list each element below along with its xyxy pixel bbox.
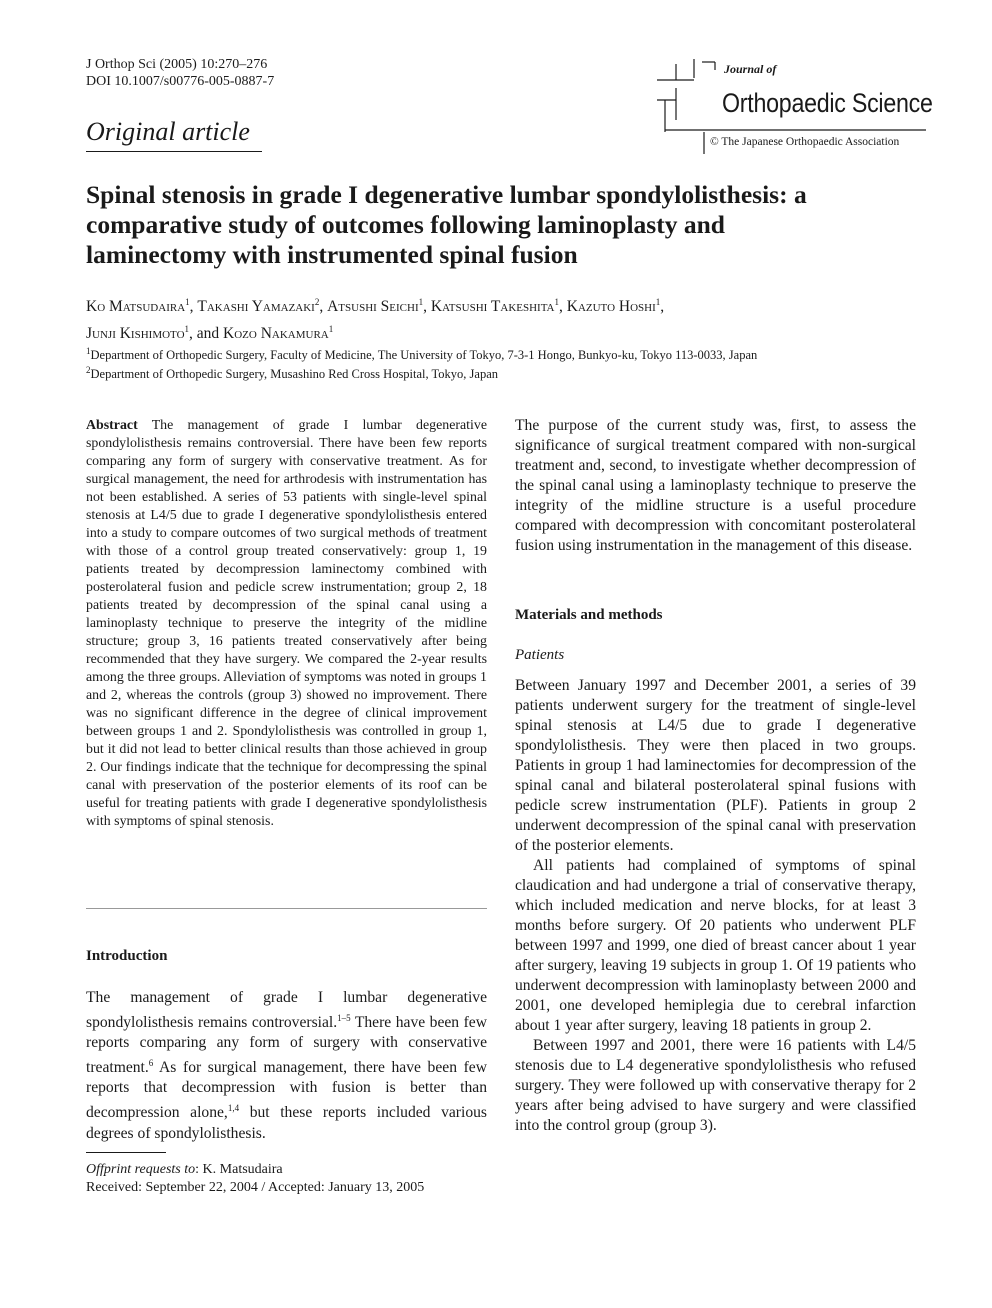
introduction-heading: Introduction <box>86 948 168 964</box>
author-name <box>431 298 559 315</box>
patients-paragraph-3: Between 1997 and 2001, there were 16 patients with L4/5 stenosis due to L4 degenerative spondylolisthesis who refused surgery. They were followed up with conservative therapy for 2 years after being advised to have surgery and were classified into the control group (group 3). <box>515 1037 916 1134</box>
patients-text <box>515 676 916 1136</box>
author-full-name: Kozo Nakamura <box>223 325 329 343</box>
logo-journal-of: Journal of <box>724 62 777 76</box>
patients-paragraph-1: Between January 1997 and December 2001, a series of 39 patients underwent surgery for the treatment of single-level spinal stenosis at L4/5 due to grade I degenerative spondylolisthesis. They were then placed in two groups. Patients in group 1 had laminectomies for decompression of the spinal canal and bilateral posterolateral spinal fusions with pedicle screw instrumentation (PLF). Patients in group 2 underwent decompression of the spinal canal with preservation of the posterior elements. <box>515 677 916 854</box>
author-separator: , <box>660 298 665 316</box>
affiliation-number: 1 <box>86 346 91 356</box>
received-line: Received: September 22, 2004 / Accepted: January 13, 2005 <box>86 1180 425 1195</box>
logo-journal-name: Orthopaedic Science <box>722 88 933 118</box>
affiliation-text: Department of Orthopedic Surgery, Faculty of Medicine, The University of Tokyo, 7-3-1 Hongo, Bunkyo-ku, Tokyo 113-0033, Japan <box>90 348 758 363</box>
purpose-paragraph: The purpose of the current study was, first, to assess the significance of surgical treatment compared with non-surgical treatment and, second, to investigate whether decompression of the spinal canal using a laminoplasty technique to preserve the integrity of the midline structure is a useful procedure compared with decompression with concomitant posterolateral fusion using instrumentation in the management of this disease. <box>515 417 916 554</box>
author-name <box>86 298 190 315</box>
logo-copyright: © The Japanese Orthopaedic Association <box>710 136 900 148</box>
author-separator: , <box>319 298 328 316</box>
abstract-heading: Abstract <box>86 418 138 433</box>
article-title: Spinal stenosis in grade I degenerative lumbar spondylolisthesis: a comparative study of outcomes following laminoplasty and laminectomy with instrumented spinal fusion <box>86 180 807 269</box>
author-full-name: Atsushi Seichi <box>327 298 419 316</box>
offprint-label: Offprint requests to <box>86 1162 196 1177</box>
author-name <box>86 325 189 342</box>
intro-text-segment: There have been few reports comparing any form of surgery with conservative treatment. <box>86 1014 487 1077</box>
author-affiliation-marker: 1 <box>184 324 190 335</box>
author-name <box>567 298 661 315</box>
article-type-underline <box>86 151 262 152</box>
author-name <box>197 298 319 315</box>
abstract-divider <box>86 908 487 909</box>
author-separator: , and <box>189 325 224 343</box>
author-separator: , <box>559 298 567 316</box>
footnote <box>86 1161 424 1197</box>
author-affiliation-marker: 1 <box>328 324 334 335</box>
author-full-name: Ko Matsudaira <box>86 298 186 316</box>
article-type: Original article <box>86 117 250 146</box>
author-separator: , <box>423 298 431 316</box>
reference-marker: 1,4 <box>227 1103 240 1114</box>
intro-text-segment: The management of grade I lumbar degenerative spondylolisthesis remains controversial. <box>86 989 487 1032</box>
reference-marker: 6 <box>148 1058 154 1069</box>
citation-line: J Orthop Sci (2005) 10:270–276 <box>86 57 268 72</box>
intro-text-segment: but these reports included various degrees of spondylolisthesis. <box>86 1104 487 1142</box>
author-separator: , <box>189 298 198 316</box>
author-affiliation-marker: 1 <box>185 297 190 307</box>
footnote-rule <box>86 1152 166 1153</box>
abstract <box>86 417 487 831</box>
abstract-text: The management of grade I lumbar degenerative spondylolisthesis remains controversial. There have been few reports comparing any form of surgery with conservative treatment. As for surgical management, the need for arthrodesis with instrumentation has not been established. A series of 53 patients with single-level spinal stenosis at L4/5 due to grade I degenerative spondylolisthesis entered into a study to compare outcomes of two surgical methods of treatment with those of a control group treated conservatively: group 1, 19 patients treated by decompression laminectomy combined with posterolateral fusion and pedicle screw instrumentation; group 2, 18 patients treated by decompression of the spinal canal using a laminoplasty technique to preserve the integrity of the midline structure; group 3, 16 patients treated conservatively after being recommended that they have surgery. We compared the 2-year results among the three groups. Alleviation of symptoms was noted in groups 1 and 2, whereas the controls (group 3) showed no improvement. There was no significant difference in the degree of clinical improvement between groups 1 and 2. Spondylolisthesis was controlled in group 1, but it did not lead to better clinical results than those achieved in group 2. Our findings indicate that the technique for decompressing the spinal canal with preservation of the posterior elements of its roof can be useful for treating patients with grade I degenerative spondylolisthesis with symptoms of spinal stenosis. <box>86 418 487 829</box>
author-affiliation-marker: 1 <box>418 297 424 307</box>
author-full-name: Junji Kishimoto <box>86 325 185 343</box>
reference-marker: 1–5 <box>337 1013 351 1023</box>
author-list <box>86 291 886 345</box>
methods-heading: Materials and methods <box>515 607 663 623</box>
affiliation-number: 2 <box>86 365 91 376</box>
author-full-name: Katsushi Takeshita <box>430 298 555 316</box>
journal-citation <box>86 56 274 90</box>
author-affiliation-marker: 1 <box>655 297 661 307</box>
offprint-line <box>86 1161 424 1179</box>
patients-heading: Patients <box>515 647 565 663</box>
affiliation-line <box>86 344 906 363</box>
author-name <box>223 325 333 342</box>
author-full-name: Kazuto Hoshi <box>566 298 656 316</box>
affiliation-line <box>86 363 906 382</box>
affiliations <box>86 344 906 382</box>
author-full-name: Takashi Yamazaki <box>197 298 315 316</box>
author-affiliation-marker: 1 <box>554 297 559 307</box>
doi-line: DOI 10.1007/s00776-005-0887-7 <box>86 74 275 89</box>
author-affiliation-marker: 2 <box>314 297 320 307</box>
patients-paragraph-2: All patients had complained of symptoms of spinal claudication and had undergone a trial of conservative therapy, which included medication and nerve blocks, for at least 3 months before surgery. Of 20 patients who underwent PLF between 1997 and 1999, one died of breast cancer about 1 year after surgery, leaving 19 subjects in group 1. Of 19 patients who underwent decompression with laminoplasty between 2000 and 2001, one developed hemiplegia due to cerebral infarction about 1 year after surgery, leaving 18 patients in group 2. <box>515 857 916 1034</box>
introduction-text <box>86 988 487 1144</box>
offprint-name: : K. Matsudaira <box>195 1162 283 1177</box>
author-name <box>327 298 423 315</box>
intro-text-segment: As for surgical management, there have been few reports that decompression with fusion is better than decompression alone, <box>86 1059 487 1122</box>
affiliation-text: Department of Orthopedic Surgery, Musashino Red Cross Hospital, Tokyo, Japan <box>90 367 499 382</box>
